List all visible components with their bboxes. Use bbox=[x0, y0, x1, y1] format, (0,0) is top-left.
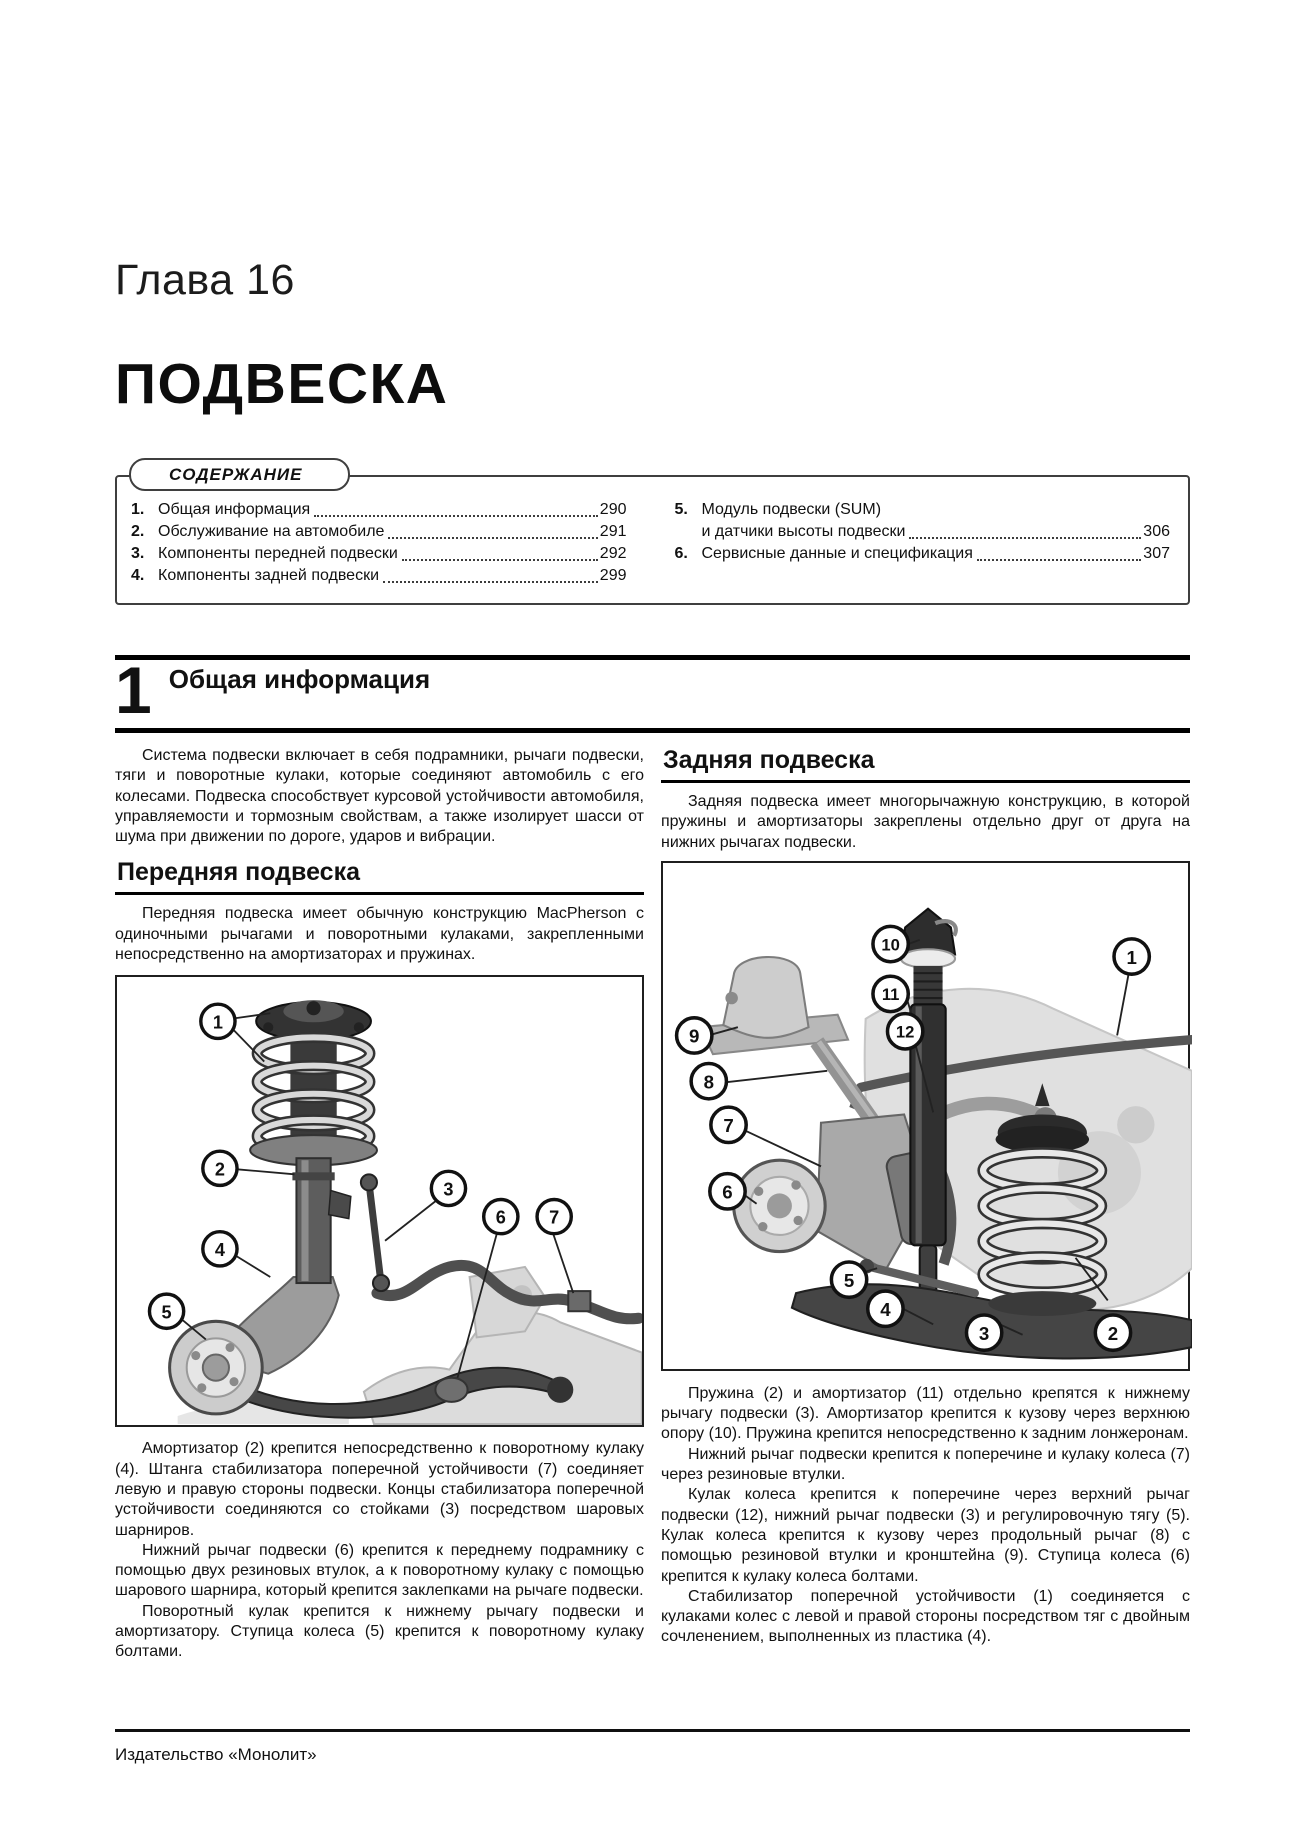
front-callout-3 bbox=[431, 1172, 465, 1206]
front-callout-2 bbox=[203, 1152, 237, 1186]
toc-item-number: 2. bbox=[131, 523, 145, 540]
front-callout-1 bbox=[201, 1005, 235, 1039]
toc-item-title: Компоненты передней подвески bbox=[158, 545, 398, 562]
front-strut-assembly bbox=[250, 1001, 377, 1284]
toc-item-title: Сервисные данные и спецификация bbox=[701, 545, 973, 562]
svg-text:9: 9 bbox=[689, 1025, 700, 1047]
left-column bbox=[115, 746, 644, 1663]
toc-item-continuation bbox=[675, 521, 1171, 543]
svg-text:4: 4 bbox=[214, 1240, 225, 1261]
chapter-label: Глава 16 bbox=[115, 256, 295, 304]
svg-text:7: 7 bbox=[549, 1208, 560, 1229]
rear-caption-paragraph: Стабилизатор поперечной устойчивости (1) соединяется с кулаками колес с левой и правой стороны посредством тяг с двойным сочленением, выполненных из пластика (4). bbox=[661, 1587, 1190, 1646]
toc-item-number: 5. bbox=[674, 501, 688, 518]
rear-callout-6 bbox=[710, 1174, 745, 1209]
contents-right-column bbox=[675, 499, 1171, 587]
toc-item bbox=[131, 543, 627, 565]
toc-item-title: Модуль подвески (SUM) bbox=[701, 501, 882, 518]
svg-text:7: 7 bbox=[723, 1114, 734, 1136]
right-column bbox=[661, 746, 1190, 1648]
rear-trailing-arm-bracket bbox=[700, 957, 848, 1054]
svg-text:6: 6 bbox=[495, 1208, 506, 1229]
toc-item-number: 6. bbox=[674, 545, 688, 562]
front-callout-7 bbox=[537, 1200, 571, 1234]
svg-text:5: 5 bbox=[843, 1269, 855, 1291]
two-column-layout bbox=[115, 746, 1190, 1663]
svg-text:5: 5 bbox=[161, 1302, 172, 1323]
contents-header: СОДЕРЖАНИЕ bbox=[129, 458, 350, 491]
front-wheel-hub bbox=[170, 1322, 263, 1415]
rear-caption-paragraph: Кулак колеса крепится к поперечине через верхний рычаг подвески (12), нижний рычаг подвески (3) и регулировочную тягу (5). Кулак колеса крепится к кузову через продольный рычаг (8) с помощью резиновой втулки и кронштейна (9). Ступица колеса (6) крепится к кулаку колеса болтами. bbox=[661, 1486, 1190, 1585]
page-footer bbox=[115, 1729, 1190, 1765]
section-title: Общая информация bbox=[168, 664, 431, 694]
front-stabilizer-link bbox=[361, 1175, 389, 1292]
toc-item-title: Компоненты задней подвески bbox=[158, 567, 380, 584]
toc-item bbox=[131, 521, 627, 543]
rear-callout-7 bbox=[711, 1107, 746, 1142]
svg-text:10: 10 bbox=[881, 935, 900, 955]
toc-item-page: 299 bbox=[599, 567, 627, 584]
toc-leader-dots bbox=[383, 581, 598, 583]
toc-leader-dots bbox=[314, 515, 598, 517]
toc-item bbox=[131, 499, 627, 521]
intro-paragraph: Система подвески включает в себя подрамники, рычаги подвески, тяги и поворотные кулаки, которые соединяют автомобиль с его колесами. Подвеска способствует курсовой устойчивости автомобиля, управляемости и тормозным свойствам, а также изолирует шасси от шума при движении по дороге, ударов и вибрации. bbox=[115, 747, 644, 846]
publisher-label: Издательство «Монолит» bbox=[115, 1745, 317, 1764]
rear-wheel-hub bbox=[734, 1160, 825, 1251]
svg-text:3: 3 bbox=[443, 1179, 454, 1200]
rear-suspension-figure bbox=[661, 861, 1190, 1371]
front-caption-paragraph: Поворотный кулак крепится к нижнему рычагу подвески и амортизатору. Ступица колеса (5) крепится к поворотному кулаку болтами. bbox=[115, 1602, 644, 1661]
rear-callout-4 bbox=[868, 1291, 903, 1326]
svg-text:2: 2 bbox=[1107, 1322, 1119, 1344]
front-suspension-heading: Передняя подвеска bbox=[115, 858, 644, 895]
rear-suspension-paragraph: Задняя подвеска имеет многорычажную конструкцию, в которой пружины и амортизаторы закреплены отдельно друг от друга на нижних рычагах подвески. bbox=[661, 793, 1190, 851]
rear-callout-8 bbox=[691, 1063, 726, 1098]
rear-callout-1 bbox=[1114, 939, 1149, 974]
front-callout-5 bbox=[149, 1294, 183, 1328]
toc-leader-dots bbox=[909, 537, 1141, 539]
front-suspension-drawing bbox=[117, 977, 642, 1425]
toc-item-number: 3. bbox=[131, 545, 145, 562]
rear-suspension-heading: Задняя подвеска bbox=[661, 746, 1190, 783]
svg-text:6: 6 bbox=[722, 1181, 733, 1203]
svg-text:3: 3 bbox=[978, 1322, 990, 1344]
front-suspension-paragraph: Передняя подвеска имеет обычную конструкцию MacPherson с одиночными рычагами и поворотными кулаками, закрепленными непосредственно на амортизаторах и пружинах. bbox=[115, 905, 644, 964]
toc-item bbox=[675, 499, 1171, 521]
toc-item-page: 307 bbox=[1143, 545, 1170, 562]
front-callout-6 bbox=[484, 1200, 518, 1234]
front-caption-paragraph: Амортизатор (2) крепится непосредственно к поворотному кулаку (4). Штанга стабилизатора поперечной устойчивости (7) соединяет левую и правую стороны подвески. Концы стабилизатора поперечной устойчивости соединяются со стойками (3) посредством шаровых шарниров. bbox=[115, 1440, 644, 1539]
page-content bbox=[115, 0, 1190, 1663]
rear-callout-10 bbox=[873, 926, 908, 961]
contents-box bbox=[115, 465, 1190, 605]
toc-item-title: Общая информация bbox=[158, 501, 311, 518]
page-title: ПОДВЕСКА bbox=[115, 352, 449, 416]
rear-callout-9 bbox=[677, 1018, 712, 1053]
section-number: 1 bbox=[115, 653, 152, 727]
rear-callout-12 bbox=[887, 1014, 922, 1049]
toc-item-number: 4. bbox=[131, 567, 145, 584]
svg-text:2: 2 bbox=[214, 1159, 225, 1180]
rear-callout-2 bbox=[1095, 1315, 1130, 1350]
svg-text:12: 12 bbox=[895, 1022, 915, 1042]
toc-item-page: 306 bbox=[1143, 523, 1170, 540]
rear-callout-5 bbox=[831, 1262, 866, 1297]
toc-item-page: 291 bbox=[599, 523, 627, 540]
toc-item bbox=[131, 565, 627, 587]
svg-text:8: 8 bbox=[703, 1071, 714, 1093]
svg-text:11: 11 bbox=[881, 985, 900, 1005]
rear-caption-paragraph: Пружина (2) и амортизатор (11) отдельно крепятся к нижнему рычагу подвески (3). Амортизатор крепится к кузову через верхнюю опору (10). Пружина крепится непосредственно к задним лонжеронам. bbox=[661, 1384, 1190, 1443]
rear-suspension-drawing bbox=[663, 863, 1192, 1369]
toc-item-number: 1. bbox=[131, 501, 145, 518]
contents-grid bbox=[131, 499, 1170, 587]
section-header bbox=[115, 655, 1190, 733]
toc-item-page: 290 bbox=[599, 501, 627, 518]
rear-caption-paragraph: Нижний рычаг подвески крепится к поперечине и кулаку колеса (7) через резиновые втулки. bbox=[661, 1445, 1190, 1484]
toc-item-page: 292 bbox=[599, 545, 627, 562]
toc-leader-dots bbox=[402, 559, 598, 561]
svg-text:1: 1 bbox=[212, 1012, 223, 1033]
front-caption-paragraph: Нижний рычаг подвески (6) крепится к переднему подрамнику с помощью двух резиновых втулок, а к поворотному кулаку с помощью шарового шарнира, который крепится заклепками на рычаге подвески. bbox=[115, 1541, 644, 1600]
rear-callout-11 bbox=[873, 976, 908, 1011]
contents-left-column bbox=[131, 499, 627, 587]
toc-leader-dots bbox=[977, 559, 1141, 561]
svg-text:4: 4 bbox=[880, 1298, 891, 1320]
rear-callout-3 bbox=[966, 1315, 1001, 1350]
toc-item-title: и датчики высоты подвески bbox=[701, 523, 906, 540]
front-suspension-figure bbox=[115, 975, 644, 1427]
toc-item bbox=[675, 543, 1171, 565]
toc-leader-dots bbox=[388, 537, 597, 539]
toc-item-title: Обслуживание на автомобиле bbox=[158, 523, 385, 540]
svg-text:1: 1 bbox=[1126, 946, 1137, 968]
front-callout-4 bbox=[203, 1232, 237, 1266]
